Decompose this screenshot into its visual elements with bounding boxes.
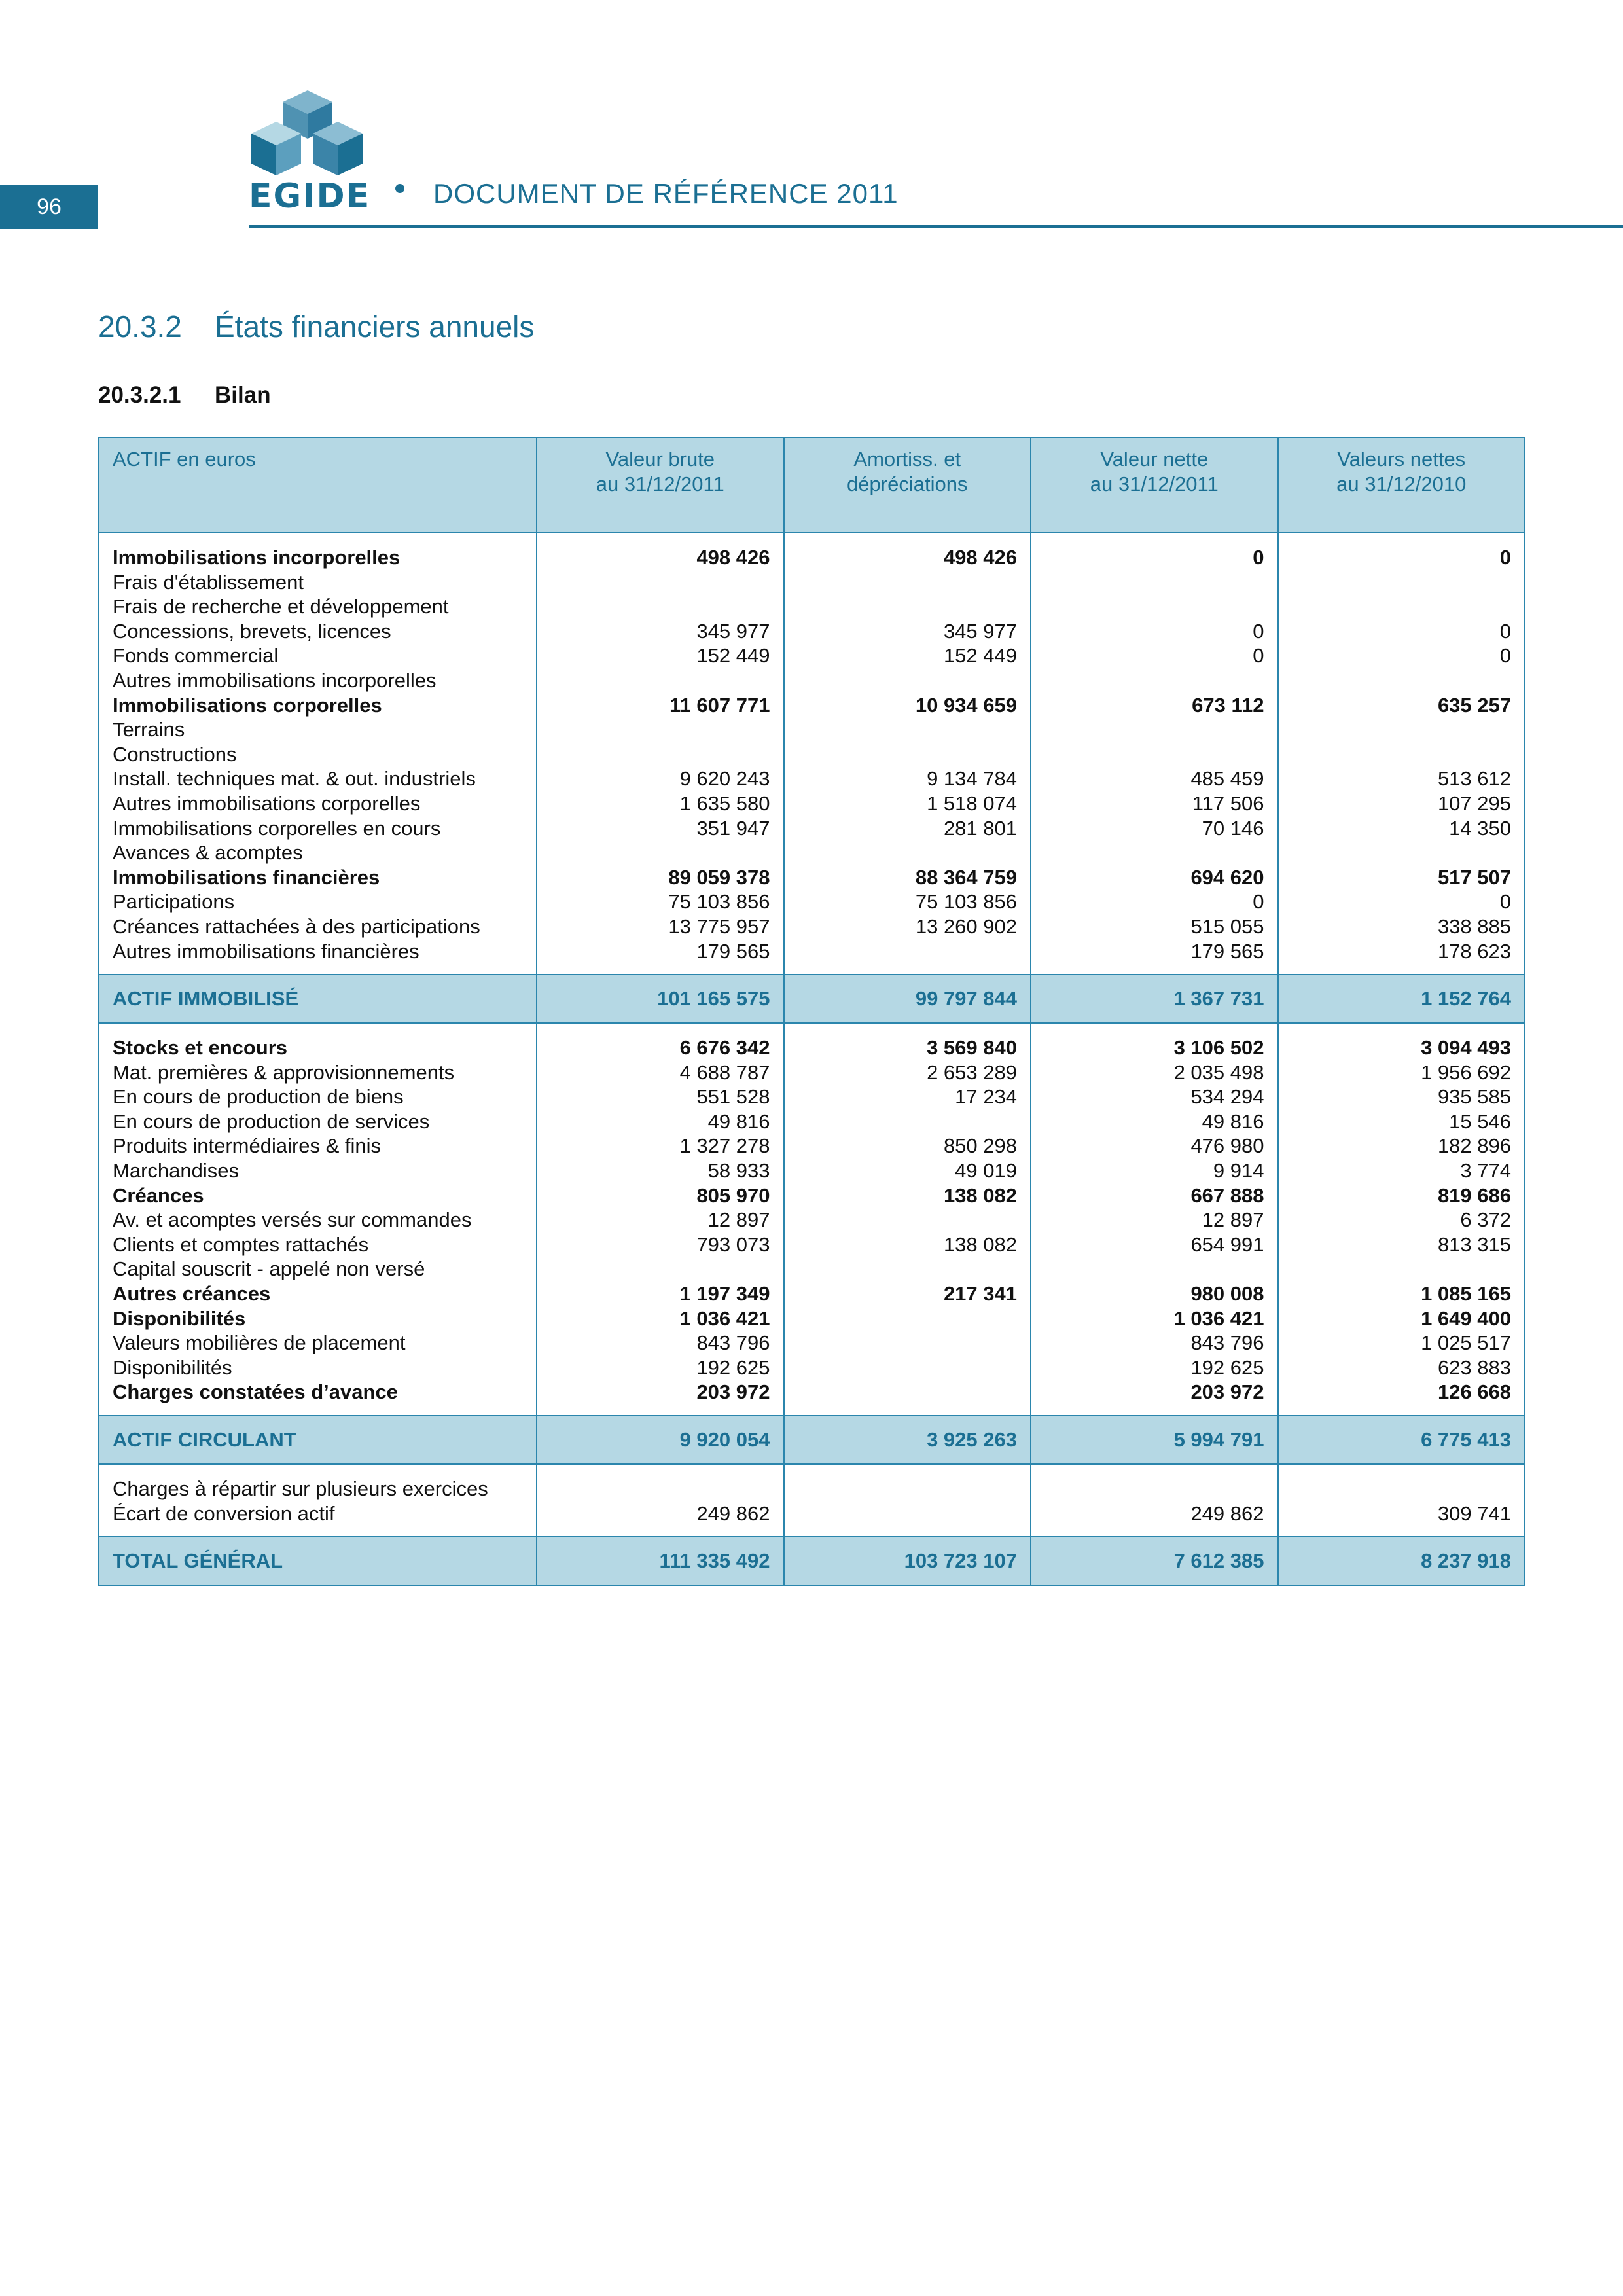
values-cell: [1278, 533, 1525, 975]
subsection-number: 20.3.2.1: [98, 382, 181, 408]
row-label: En cours de production de services: [113, 1109, 430, 1133]
row-value: 0: [1253, 644, 1264, 668]
section-number: 20.3.2: [98, 310, 182, 344]
column-header: [1031, 437, 1278, 533]
row-value: [1044, 1477, 1264, 1501]
column-header-line: au 31/12/2011: [596, 472, 724, 495]
row-value: [798, 570, 1018, 595]
row-value: 9 134 784: [927, 767, 1017, 791]
subsection-title: [98, 382, 271, 408]
row-value: [1044, 742, 1264, 767]
section-title: [98, 309, 534, 344]
row-value: [798, 594, 1018, 619]
row-label: Stocks et encours: [113, 1036, 288, 1060]
row-value: 13 775 957: [668, 914, 770, 938]
block-immobilise: [99, 533, 1525, 975]
total-value: 7 612 385: [1031, 1537, 1278, 1585]
row-label: Immobilisations financières: [113, 865, 380, 889]
total-value: 1 152 764: [1278, 975, 1525, 1023]
row-value: [798, 1257, 1018, 1282]
column-header-line: Amortiss. et: [853, 448, 961, 471]
row-label: Immobilisations incorporelles: [113, 546, 401, 569]
row-value: [550, 668, 770, 693]
block-circulant: [99, 1023, 1525, 1416]
total-value: 101 165 575: [537, 975, 784, 1023]
page-number: 96: [0, 185, 98, 229]
row-label: Créances: [113, 1183, 204, 1207]
total-value: 6 775 413: [1278, 1416, 1525, 1464]
row-value: 351 947: [696, 816, 770, 840]
row-value: [1044, 717, 1264, 742]
row-value: 203 972: [1190, 1380, 1264, 1404]
row-value: 152 449: [943, 644, 1017, 668]
column-header: ACTIF en euros: [99, 437, 537, 533]
row-value: 623 883: [1437, 1355, 1511, 1379]
row-value: 338 885: [1437, 914, 1511, 938]
row-value: [550, 840, 770, 865]
column-header-line: Valeur brute: [605, 448, 715, 471]
values-cell: [784, 533, 1031, 975]
row-label: Avances & acomptes: [113, 841, 303, 865]
table-row: [99, 533, 1525, 975]
values-cell: [1031, 1023, 1278, 1416]
row-value: 17 234: [955, 1085, 1017, 1109]
row-value: [798, 1380, 1018, 1405]
row-value: 935 585: [1437, 1085, 1511, 1109]
row-value: [550, 717, 770, 742]
row-value: [798, 742, 1018, 767]
row-value: 1 649 400: [1421, 1306, 1511, 1330]
row-value: 345 977: [696, 619, 770, 643]
total-value: 103 723 107: [784, 1537, 1031, 1585]
row-value: 2 035 498: [1173, 1060, 1264, 1084]
row-value: [798, 939, 1018, 964]
section-heading: États financiers annuels: [215, 310, 535, 344]
row-value: 1 327 278: [679, 1134, 770, 1158]
row-value: 75 103 856: [668, 890, 770, 914]
row-value: 805 970: [696, 1183, 770, 1207]
values-cell: [537, 1023, 784, 1416]
total-row: [99, 975, 1525, 1023]
row-label: Valeurs mobilières de placement: [113, 1331, 406, 1355]
row-label: Mat. premières & approvisionnements: [113, 1060, 455, 1084]
row-label: Créances rattachées à des participations: [113, 914, 480, 938]
row-label: En cours de production de biens: [113, 1085, 404, 1109]
row-value: [798, 1331, 1018, 1355]
row-value: 517 507: [1437, 865, 1511, 889]
row-value: 15 546: [1449, 1109, 1511, 1133]
row-value: 182 896: [1437, 1134, 1511, 1158]
row-value: 1 036 421: [1173, 1306, 1264, 1330]
row-value: [550, 742, 770, 767]
row-value: [1044, 1257, 1264, 1282]
row-value: 0: [1253, 546, 1264, 569]
row-value: 49 816: [707, 1109, 770, 1133]
total-general: [99, 1537, 1525, 1585]
block-autres: [99, 1464, 1525, 1537]
column-header-line: dépréciations: [847, 472, 968, 495]
row-value: 281 801: [943, 816, 1017, 840]
total-value: 99 797 844: [784, 975, 1031, 1023]
row-value: 10 934 659: [915, 693, 1017, 717]
total-label: ACTIF IMMOBILISÉ: [99, 975, 537, 1023]
row-value: 515 055: [1190, 914, 1264, 938]
row-value: 12 897: [1202, 1208, 1264, 1232]
row-label: Autres créances: [113, 1282, 271, 1306]
row-value: 117 506: [1192, 791, 1264, 815]
row-label: Autres immobilisations financières: [113, 939, 419, 963]
row-label: Participations: [113, 890, 235, 914]
row-value: 179 565: [696, 939, 770, 963]
column-header-line: au 31/12/2010: [1336, 472, 1467, 495]
row-value: [798, 668, 1018, 693]
values-cell: [1031, 1464, 1278, 1537]
row-labels-cell: [99, 533, 537, 975]
total-value: 3 925 263: [784, 1416, 1031, 1464]
row-label: Av. et acomptes versés sur commandes: [113, 1208, 472, 1232]
total-value: 1 367 731: [1031, 975, 1278, 1023]
row-label: Frais de recherche et développement: [113, 595, 449, 619]
row-value: 843 796: [696, 1331, 770, 1355]
row-value: [550, 1257, 770, 1282]
row-value: 70 146: [1202, 816, 1264, 840]
row-value: 49 816: [1202, 1109, 1264, 1133]
column-header: [1278, 437, 1525, 533]
header-bullet: [395, 184, 404, 193]
row-value: 249 862: [1190, 1501, 1264, 1525]
row-value: 1 518 074: [927, 791, 1017, 815]
row-value: 345 977: [943, 619, 1017, 643]
row-value: 1 085 165: [1421, 1282, 1511, 1306]
total-value: 5 994 791: [1031, 1416, 1278, 1464]
row-value: 819 686: [1437, 1183, 1511, 1207]
row-value: 9 914: [1213, 1159, 1264, 1183]
row-value: [798, 1477, 1018, 1501]
row-value: 75 103 856: [915, 890, 1017, 914]
row-value: 813 315: [1437, 1232, 1511, 1256]
row-value: [798, 1355, 1018, 1380]
row-value: 6 676 342: [679, 1036, 770, 1060]
row-value: 0: [1253, 619, 1264, 643]
balance-sheet-table: [98, 437, 1524, 1586]
row-value: 1 025 517: [1421, 1331, 1511, 1355]
row-value: 192 625: [1190, 1355, 1264, 1379]
row-value: 1 197 349: [679, 1282, 770, 1306]
row-value: [798, 717, 1018, 742]
row-value: 4 688 787: [679, 1060, 770, 1084]
row-label: Marchandises: [113, 1159, 239, 1183]
row-label: Disponibilités: [113, 1355, 232, 1379]
row-value: 980 008: [1190, 1282, 1264, 1306]
row-value: 89 059 378: [668, 865, 770, 889]
row-value: 0: [1499, 890, 1511, 914]
row-value: 2 653 289: [927, 1060, 1017, 1084]
row-value: 9 620 243: [679, 767, 770, 791]
row-label: Frais d'établissement: [113, 570, 304, 594]
row-value: [798, 1208, 1018, 1232]
row-value: 152 449: [696, 644, 770, 668]
total-value: 9 920 054: [537, 1416, 784, 1464]
row-label: Charges à répartir sur plusieurs exercices: [113, 1477, 488, 1500]
row-value: [1292, 668, 1512, 693]
row-label: Charges constatées d’avance: [113, 1380, 398, 1404]
row-label: Capital souscrit - appelé non versé: [113, 1257, 425, 1281]
document-title: DOCUMENT DE RÉFÉRENCE 2011: [433, 178, 899, 209]
row-value: 309 741: [1437, 1501, 1511, 1525]
row-value: 3 094 493: [1421, 1036, 1511, 1060]
table-row: [99, 1023, 1525, 1416]
values-cell: [537, 533, 784, 975]
total-value: 8 237 918: [1278, 1537, 1525, 1585]
row-value: [1292, 717, 1512, 742]
header-rule: [249, 225, 1623, 228]
subsection-heading: Bilan: [215, 382, 271, 408]
row-value: [798, 1306, 1018, 1331]
row-value: 694 620: [1190, 865, 1264, 889]
row-label: Disponibilités: [113, 1306, 246, 1330]
row-value: [798, 1109, 1018, 1134]
row-value: [1044, 570, 1264, 595]
total-label: TOTAL GÉNÉRAL: [99, 1537, 537, 1585]
row-label: Immobilisations corporelles en cours: [113, 816, 441, 840]
row-value: 192 625: [696, 1355, 770, 1379]
row-value: 0: [1253, 890, 1264, 914]
column-header: [784, 437, 1031, 533]
row-value: 179 565: [1190, 939, 1264, 963]
row-value: 58 933: [707, 1159, 770, 1183]
row-value: 1 956 692: [1421, 1060, 1511, 1084]
row-value: 793 073: [696, 1232, 770, 1256]
values-cell: [784, 1023, 1031, 1416]
row-value: 0: [1499, 619, 1511, 643]
total-row: [99, 1537, 1525, 1585]
row-value: 126 668: [1437, 1380, 1511, 1404]
row-value: [1292, 1477, 1512, 1501]
row-value: 203 972: [696, 1380, 770, 1404]
values-cell: [1278, 1464, 1525, 1537]
total-label: ACTIF CIRCULANT: [99, 1416, 537, 1464]
row-value: 498 426: [696, 546, 770, 569]
row-value: 12 897: [707, 1208, 770, 1232]
table-header-row: [99, 437, 1525, 533]
table-row: [99, 1464, 1525, 1537]
row-value: 551 528: [696, 1085, 770, 1109]
row-value: [1292, 594, 1512, 619]
row-label: Autres immobilisations incorporelles: [113, 668, 437, 692]
row-value: 635 257: [1437, 693, 1511, 717]
row-value: 249 862: [696, 1501, 770, 1525]
row-value: [1044, 594, 1264, 619]
total-immobilise: [99, 975, 1525, 1023]
row-value: [798, 840, 1018, 865]
row-label: Écart de conversion actif: [113, 1501, 335, 1525]
row-value: 476 980: [1190, 1134, 1264, 1158]
total-circulant: [99, 1416, 1525, 1464]
total-row: [99, 1416, 1525, 1464]
row-value: 667 888: [1190, 1183, 1264, 1207]
row-value: [550, 570, 770, 595]
values-cell: [1031, 533, 1278, 975]
row-value: 6 372: [1460, 1208, 1511, 1232]
row-value: 11 607 771: [669, 693, 770, 717]
logo-text: EGIDE: [249, 177, 371, 216]
row-value: 13 260 902: [915, 914, 1017, 938]
row-value: 217 341: [943, 1282, 1017, 1306]
row-value: 138 082: [943, 1232, 1017, 1256]
row-value: 138 082: [943, 1183, 1017, 1207]
row-value: 49 019: [955, 1159, 1017, 1183]
row-value: 3 774: [1460, 1159, 1511, 1183]
values-cell: [784, 1464, 1031, 1537]
row-value: 850 298: [943, 1134, 1017, 1158]
row-value: [1044, 840, 1264, 865]
row-value: 485 459: [1190, 767, 1264, 791]
row-label: Constructions: [113, 742, 237, 766]
values-cell: [537, 1464, 784, 1537]
row-value: 654 991: [1190, 1232, 1264, 1256]
row-value: 3 106 502: [1173, 1036, 1264, 1060]
total-value: 111 335 492: [537, 1537, 784, 1585]
row-value: 1 036 421: [679, 1306, 770, 1330]
row-value: 513 612: [1437, 767, 1511, 791]
row-label: Terrains: [113, 718, 185, 742]
row-value: 14 350: [1449, 816, 1511, 840]
row-label: Immobilisations corporelles: [113, 693, 382, 717]
row-label: Concessions, brevets, licences: [113, 619, 391, 643]
row-label: Fonds commercial: [113, 644, 279, 668]
values-cell: [1278, 1023, 1525, 1416]
row-value: [798, 1501, 1018, 1526]
row-value: [1292, 570, 1512, 595]
row-label: Autres immobilisations corporelles: [113, 791, 421, 815]
row-label: Clients et comptes rattachés: [113, 1232, 369, 1256]
row-value: 673 112: [1192, 693, 1264, 717]
row-value: 843 796: [1190, 1331, 1264, 1355]
row-value: 1 635 580: [679, 791, 770, 815]
row-value: 88 364 759: [915, 865, 1017, 889]
row-value: [1292, 742, 1512, 767]
row-value: 534 294: [1190, 1085, 1264, 1109]
row-value: [550, 1477, 770, 1501]
row-value: [1292, 840, 1512, 865]
column-header-line: Valeur nette: [1100, 448, 1209, 471]
row-value: [550, 594, 770, 619]
row-value: 3 569 840: [927, 1036, 1017, 1060]
row-value: 0: [1499, 644, 1511, 668]
column-header-line: Valeurs nettes: [1337, 448, 1466, 471]
row-labels-cell: [99, 1023, 537, 1416]
row-value: 498 426: [943, 546, 1017, 569]
column-header: [537, 437, 784, 533]
row-label: Produits intermédiaires & finis: [113, 1134, 382, 1158]
row-label: Install. techniques mat. & out. industriels: [113, 767, 476, 791]
row-value: 0: [1499, 546, 1511, 569]
row-value: 107 295: [1437, 791, 1511, 815]
row-value: [1292, 1257, 1512, 1282]
column-header-line: au 31/12/2011: [1090, 472, 1219, 495]
row-labels-cell: [99, 1464, 537, 1537]
row-value: 178 623: [1437, 939, 1511, 963]
row-value: [1044, 668, 1264, 693]
